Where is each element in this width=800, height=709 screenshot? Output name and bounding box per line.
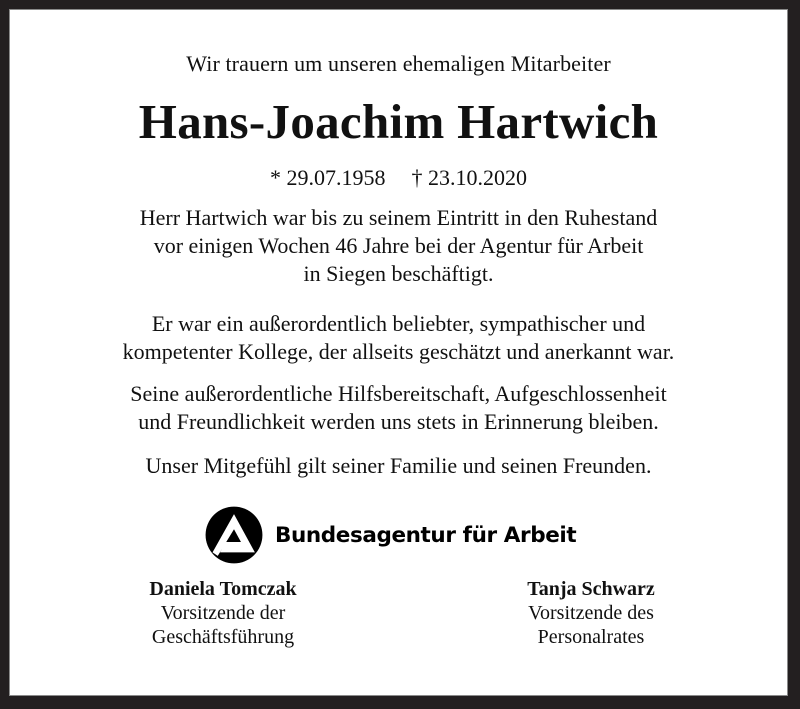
deceased-name: Hans-Joachim Hartwich <box>138 94 659 149</box>
signature-left <box>93 577 353 649</box>
signature-right <box>461 577 721 649</box>
paragraph-career <box>9 204 788 288</box>
signatory-role: Personalrates <box>537 626 645 648</box>
intro-text: Wir trauern um unseren ehemaligen Mitarbeiter <box>186 51 611 76</box>
paragraph-colleague <box>9 310 788 366</box>
text-line: Herr Hartwich war bis zu seinem Eintritt in den Ruhestand <box>139 205 658 230</box>
signatory-role: Vorsitzende der <box>160 602 286 624</box>
logo-text: Bundesagentur für Arbeit <box>275 522 577 548</box>
bundesagentur-logo-icon <box>205 506 263 564</box>
text-line: Unser Mitgefühl gilt seiner Familie und seinen Freunden. <box>145 453 652 478</box>
life-dates <box>9 165 788 191</box>
bundesagentur-logo <box>205 506 576 564</box>
death-date: † 23.10.2020 <box>411 165 527 190</box>
text-line: Er war ein außerordentlich beliebter, sympathischer und <box>151 311 646 336</box>
obituary-notice <box>9 9 788 696</box>
text-line: in Siegen beschäftigt. <box>303 261 494 286</box>
paragraph-memory <box>9 380 788 436</box>
text-line: Seine außerordentliche Hilfsbereitschaft, Aufgeschlossenheit <box>130 381 667 406</box>
signatory-role: Vorsitzende des <box>528 602 654 624</box>
text-line: vor einigen Wochen 46 Jahre bei der Agentur für Arbeit <box>153 233 644 258</box>
signatory-name: Tanja Schwarz <box>527 578 655 600</box>
paragraph-condolence <box>9 452 788 480</box>
signatory-name: Daniela Tomczak <box>149 578 297 600</box>
text-line: und Freundlichkeit werden uns stets in Erinnerung bleiben. <box>138 409 659 434</box>
text-line: kompetenter Kollege, der allseits geschätzt und anerkannt war. <box>122 339 675 364</box>
signatory-role: Geschäftsführung <box>151 626 295 648</box>
birth-date: * 29.07.1958 <box>270 165 386 190</box>
